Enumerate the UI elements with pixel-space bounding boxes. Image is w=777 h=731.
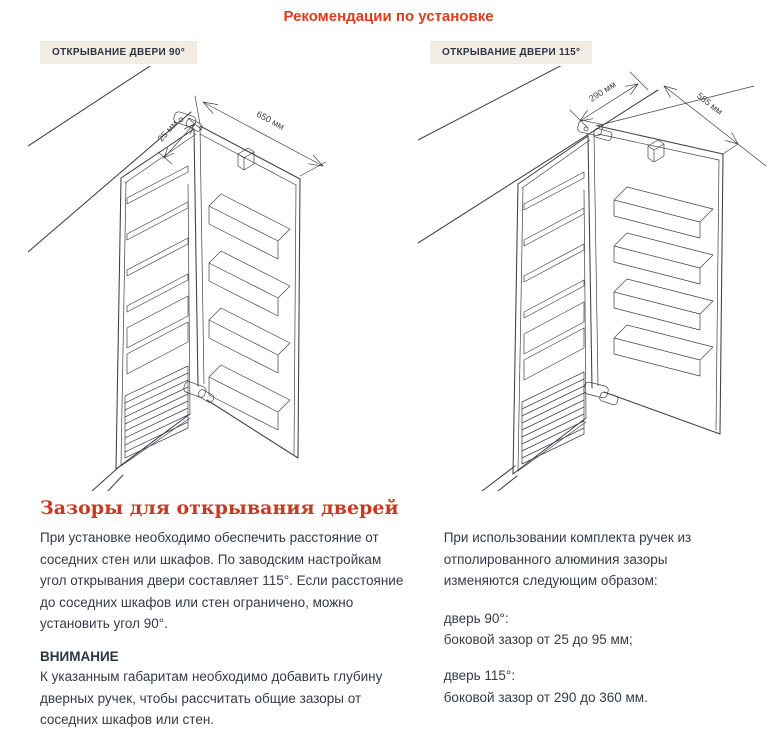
dim-label-290mm: 290 мм bbox=[587, 79, 618, 104]
diagrams-row bbox=[28, 41, 777, 491]
fridge-drawing-115-icon bbox=[418, 66, 775, 491]
fridge-drawing-90-icon bbox=[28, 66, 400, 491]
diagram-door-115 bbox=[418, 41, 775, 491]
gap-spec-115-value: боковой зазор от 290 до 360 мм. bbox=[443, 689, 648, 705]
attention-title: ВНИМАНИЕ bbox=[40, 648, 119, 664]
gap-spec-90-value: боковой зазор от 25 до 95 мм; bbox=[443, 632, 633, 648]
gap-spec-90 bbox=[444, 608, 737, 651]
badge-door-90: ОТКРЫВАНИЕ ДВЕРИ 90° bbox=[40, 41, 197, 64]
handles-paragraph: При использовании комплекта ручек из отполированного алюминия зазоры изменяются следующим образом: bbox=[443, 530, 692, 589]
dim-label-585mm: 585 мм bbox=[694, 90, 725, 117]
badge-door-115: ОТКРЫВАНИЕ ДВЕРИ 115° bbox=[430, 41, 592, 64]
gap-spec-90-title: дверь 90°: bbox=[443, 610, 509, 626]
dim-label-25mm: 25 мм bbox=[155, 118, 180, 144]
text-section bbox=[40, 497, 737, 731]
page-title: Рекомендации по установке bbox=[283, 8, 494, 25]
gap-spec-115 bbox=[444, 665, 737, 708]
diagram-door-90 bbox=[28, 41, 400, 491]
dim-label-650mm: 650 мм bbox=[254, 108, 286, 132]
intro-paragraph: При установке необходимо обеспечить расстояние от соседних стен или шкафов. По заводским настройкам угол открывания двери составляет 115°. Если расстояние до соседних шкафов или стен ограничено, можно установить угол 90°. bbox=[40, 530, 404, 632]
gap-spec-115-title: дверь 115°: bbox=[443, 667, 516, 683]
section-heading: Зазоры для открывания дверей bbox=[40, 497, 399, 519]
attention-paragraph: К указанным габаритам необходимо добавить глубину дверных ручек, чтобы рассчитать общие зазоры от соседних шкафов или стен. bbox=[40, 668, 383, 728]
right-column bbox=[444, 497, 737, 731]
left-column bbox=[40, 497, 404, 731]
